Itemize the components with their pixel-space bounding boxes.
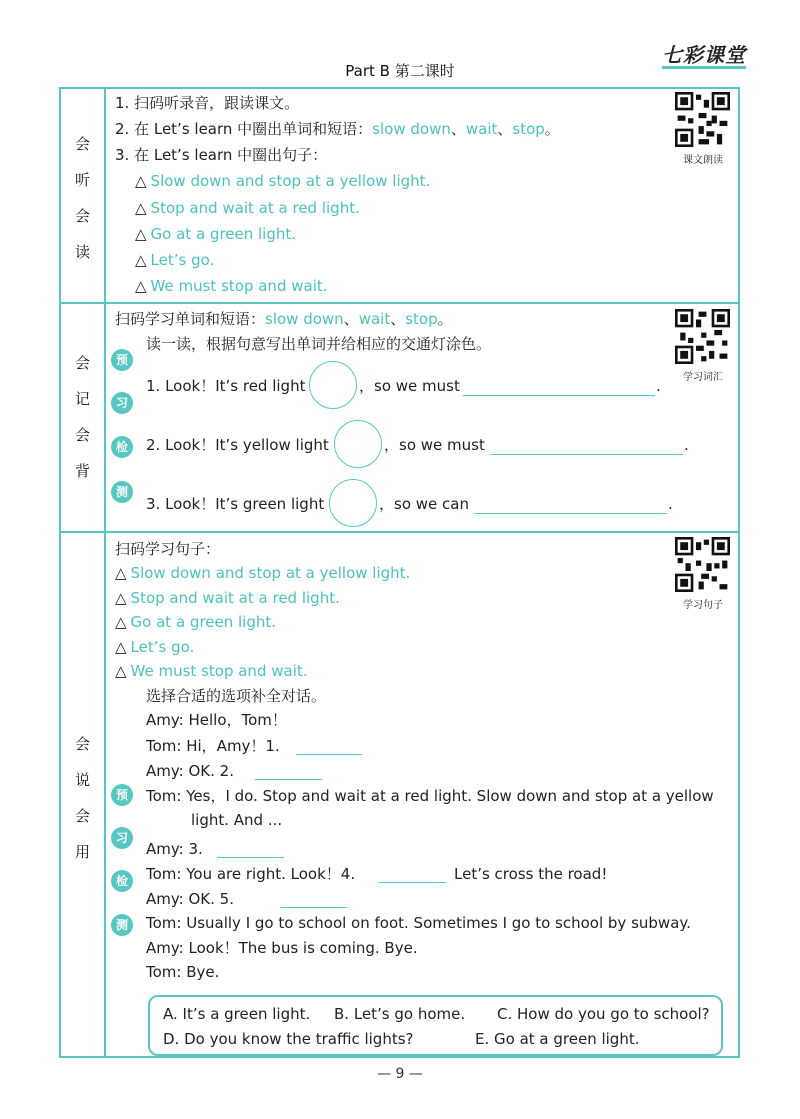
side-char: 会: [74, 735, 90, 753]
answer-blank[interactable]: [463, 395, 655, 396]
sentence-intro: 扫码学习句子：: [115, 540, 221, 558]
sentence-item: [115, 612, 276, 632]
exercise-item-2-end: .: [684, 436, 689, 454]
side-char: 会: [74, 354, 90, 372]
separator: 、: [390, 310, 406, 328]
label-column-divider: [104, 87, 106, 1058]
sentence-text: Stop and wait at a red light.: [150, 199, 360, 217]
answer-blank[interactable]: [475, 513, 667, 514]
keyword: stop: [405, 310, 438, 328]
triangle-icon: △: [115, 638, 127, 656]
traffic-light-circle[interactable]: [329, 479, 377, 527]
option-b: B. Let’s go home.: [334, 1005, 466, 1023]
speaker-name: Tom: [146, 963, 177, 981]
dialogue-line: Amy: 3.: [146, 840, 203, 858]
triangle-icon: △: [115, 613, 127, 631]
dialogue-line-tail: Let’s cross the road!: [454, 865, 608, 883]
exercise-item-3-text: ，so we can: [379, 495, 469, 513]
section-divider: [59, 531, 740, 533]
dialogue-line: Tom: Yes，I do. Stop and wait at a red light. Slow down and stop at a yellow: [146, 787, 714, 805]
vocab-intro: [115, 309, 453, 329]
sentence-text: Slow down and stop at a yellow light.: [150, 172, 431, 190]
sentence-text: Slow down and stop at a yellow light.: [130, 564, 411, 582]
sentence-item: [135, 224, 296, 244]
page-title: Part B 第二课时: [345, 62, 455, 80]
keyword: slow down: [372, 120, 451, 138]
sentence-item: [135, 250, 214, 270]
sentence-text: Stop and wait at a red light.: [130, 589, 340, 607]
speaker-name: Amy: [146, 711, 179, 729]
side-char: 会: [74, 135, 90, 153]
dialogue-text: 3.: [188, 840, 203, 858]
qr-code-icon[interactable]: [675, 537, 730, 592]
dialogue-line: Amy: Hello，Tom！: [146, 711, 287, 729]
dialogue-line-continued: light. And ...: [191, 811, 283, 829]
exercise-item-2-text: ，so we must: [384, 436, 485, 454]
exercise-item-2-text: 2. Look！It’s yellow light: [146, 436, 329, 454]
sentence-text: Let’s go.: [150, 251, 215, 269]
qr-code-icon[interactable]: [675, 309, 730, 364]
answer-blank[interactable]: [255, 779, 322, 780]
qr-caption: 学习词汇: [683, 372, 723, 383]
triangle-icon: △: [135, 277, 147, 295]
practice-badge: 习: [111, 827, 133, 849]
side-label-listen: [61, 126, 104, 270]
exercise-item-1-end: .: [656, 377, 661, 395]
answer-blank[interactable]: [491, 454, 683, 455]
intro-text: 扫码学习单词和短语：: [115, 310, 266, 328]
side-char: 说: [74, 771, 90, 789]
speaker-name: Tom: [146, 865, 177, 883]
dialogue-line: Tom: Hi，Amy！1.: [146, 737, 280, 755]
keyword: stop: [512, 120, 545, 138]
practice-badge: 习: [111, 392, 133, 414]
instruction-line-1: 1. 扫码听录音，跟读课文。: [115, 94, 300, 112]
punctuation: 。: [437, 310, 453, 328]
sentence-text: We must stop and wait.: [150, 277, 328, 295]
practice-badge: 测: [111, 914, 133, 936]
dialogue-line: Tom: You are right. Look！4.: [146, 865, 356, 883]
keyword: wait: [465, 120, 498, 138]
dialogue-line: Amy: OK. 2.: [146, 762, 234, 780]
option-c: C. How do you go to school?: [497, 1005, 710, 1023]
triangle-icon: △: [115, 662, 127, 680]
side-label-speak: [61, 726, 104, 870]
practice-badge: 预: [111, 349, 133, 371]
dialogue-line: Amy: Look！The bus is coming. Bye.: [146, 939, 418, 957]
answer-blank[interactable]: [296, 754, 362, 755]
side-label-remember: [61, 345, 104, 489]
dialogue-line: Tom: Usually I go to school on foot. Sometimes I go to school by subway.: [146, 914, 691, 932]
instruction-line-2: [115, 119, 560, 139]
sentence-item: [135, 171, 430, 191]
speaker-name: Tom: [146, 787, 177, 805]
exercise-item-3-text: 3. Look！It’s green light: [146, 495, 325, 513]
dialogue-text: You are right. Look！4.: [186, 865, 356, 883]
answer-blank[interactable]: [280, 907, 347, 908]
keyword: slow down: [265, 310, 344, 328]
speaker-name: Tom: [146, 737, 177, 755]
speaker-name: Amy: [146, 939, 179, 957]
task-instruction: 读一读，根据句意写出单词并给相应的交通灯涂色。: [146, 335, 492, 353]
side-char: 读: [74, 243, 90, 261]
dialogue-text: Bye.: [186, 963, 220, 981]
speaker-name: Amy: [146, 840, 179, 858]
sentence-item: [115, 637, 194, 657]
exercise-item-1-text: 1. Look！It’s red light: [146, 377, 306, 395]
triangle-icon: △: [115, 589, 127, 607]
punctuation: 。: [544, 120, 560, 138]
sentence-text: We must stop and wait.: [130, 662, 308, 680]
speaker-name: Tom: [146, 914, 177, 932]
dialogue-text: OK. 5.: [188, 890, 234, 908]
side-char: 用: [74, 843, 90, 861]
triangle-icon: △: [135, 199, 147, 217]
sentence-item: [115, 588, 340, 608]
dialogue-text: Look！The bus is coming. Bye.: [188, 939, 418, 957]
separator: 、: [450, 120, 466, 138]
sentence-item: [115, 661, 308, 681]
brand-logo: 七彩课堂: [662, 43, 746, 67]
option-d: D. Do you know the traffic lights?: [163, 1030, 414, 1048]
practice-badge: 预: [111, 784, 133, 806]
triangle-icon: △: [135, 225, 147, 243]
separator: 、: [497, 120, 513, 138]
dialogue-line: Amy: OK. 5.: [146, 890, 234, 908]
keyword: wait: [358, 310, 391, 328]
sentence-text: Let’s go.: [130, 638, 195, 656]
practice-badge: 检: [111, 436, 133, 458]
instruction-line-3: 3. 在 Let’s learn 中圈出句子：: [115, 146, 328, 164]
answer-blank[interactable]: [379, 882, 446, 883]
speaker-name: Amy: [146, 890, 179, 908]
traffic-light-circle[interactable]: [309, 361, 357, 409]
side-char: 会: [74, 807, 90, 825]
separator: 、: [343, 310, 359, 328]
sentence-text: Go at a green light.: [150, 225, 297, 243]
answer-blank[interactable]: [217, 857, 284, 858]
dialogue-task: 选择合适的选项补全对话。: [146, 687, 327, 705]
dialogue-line: Tom: Bye.: [146, 963, 220, 981]
side-char: 会: [74, 426, 90, 444]
practice-badge: 检: [111, 870, 133, 892]
qr-code-icon[interactable]: [675, 92, 730, 147]
side-char: 听: [74, 171, 90, 189]
option-e: E. Go at a green light.: [475, 1030, 640, 1048]
dialogue-text: Yes，I do. Stop and wait at a red light. Slow down and stop at a yellow: [186, 787, 714, 805]
sentence-text: Go at a green light.: [130, 613, 277, 631]
practice-badge: 测: [111, 481, 133, 503]
dialogue-text: Hello，Tom！: [188, 711, 287, 729]
sentence-item: [135, 198, 360, 218]
sentence-item: [135, 276, 328, 296]
section-divider: [59, 302, 740, 304]
traffic-light-circle[interactable]: [334, 420, 382, 468]
speaker-name: Amy: [146, 762, 179, 780]
dialogue-text: Usually I go to school on foot. Sometimes I go to school by subway.: [186, 914, 691, 932]
exercise-item-1-text: ，so we must: [359, 377, 460, 395]
side-char: 背: [74, 462, 90, 480]
exercise-item-3-end: .: [668, 495, 673, 513]
dialogue-text: Hi，Amy！1.: [186, 737, 280, 755]
side-char: 会: [74, 207, 90, 225]
instruction-text: 2. 在 Let’s learn 中圈出单词和短语：: [115, 120, 373, 138]
page-number: — 9 —: [377, 1066, 423, 1082]
option-a: A. It’s a green light.: [163, 1005, 311, 1023]
triangle-icon: △: [135, 172, 147, 190]
sentence-item: [115, 563, 410, 583]
triangle-icon: △: [135, 251, 147, 269]
qr-caption: 课文朗读: [683, 155, 723, 166]
triangle-icon: △: [115, 564, 127, 582]
dialogue-text: OK. 2.: [188, 762, 234, 780]
side-char: 记: [74, 390, 90, 408]
qr-caption: 学习句子: [683, 600, 723, 611]
